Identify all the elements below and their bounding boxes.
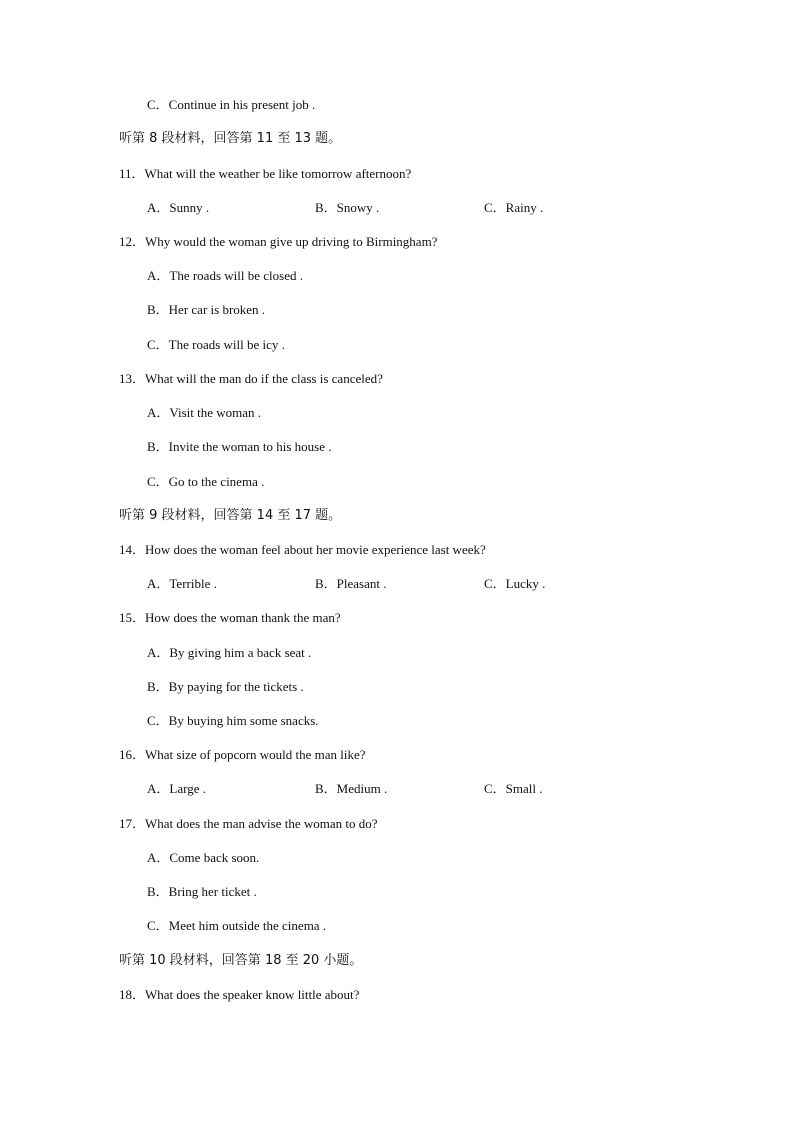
question-18: 18．What does the speaker know little about?: [119, 987, 360, 1002]
option-17c: C．Meet him outside the cinema .: [147, 918, 327, 933]
question-11: 11．What will the weather be like tomorrow afternoon?: [119, 166, 412, 181]
option-13c: C．Go to the cinema .: [147, 474, 265, 489]
option-12a: A．The roads will be closed .: [147, 268, 303, 283]
option-16b: B．Medium .: [315, 781, 388, 796]
option-16c: C．Small .: [484, 781, 543, 796]
options-row-14: [147, 575, 667, 593]
option-14b: B．Pleasant .: [315, 576, 387, 591]
option-17a: A．Come back soon.: [147, 850, 260, 865]
option-14a: A．Terrible .: [147, 576, 217, 591]
option-10c: C．Continue in his present job .: [147, 97, 316, 112]
option-14c: C．Lucky .: [484, 576, 546, 591]
question-13: 13．What will the man do if the class is canceled?: [119, 371, 383, 386]
section-heading-8: 听第 8 段材料，回答第 11 至 13 题。: [119, 131, 342, 146]
option-15a: A．By giving him a back seat .: [147, 645, 312, 660]
option-11b: B．Snowy .: [315, 200, 380, 215]
option-16a: A．Large .: [147, 781, 206, 796]
option-11a: A．Sunny .: [147, 200, 210, 215]
options-row-16: [147, 780, 667, 798]
section-heading-9: 听第 9 段材料，回答第 14 至 17 题。: [119, 508, 342, 523]
option-11c: C．Rainy .: [484, 200, 544, 215]
question-17: 17．What does the man advise the woman to do?: [119, 816, 378, 831]
question-14: 14．How does the woman feel about her movie experience last week?: [119, 542, 486, 557]
section-heading-10: 听第 10 段材料，回答第 18 至 20 小题。: [119, 953, 363, 968]
options-row-11: [147, 199, 667, 217]
option-15c: C．By buying him some snacks.: [147, 713, 319, 728]
question-12: 12．Why would the woman give up driving to Birmingham?: [119, 234, 438, 249]
option-13a: A．Visit the woman .: [147, 405, 262, 420]
question-15: 15．How does the woman thank the man?: [119, 610, 341, 625]
question-16: 16．What size of popcorn would the man like?: [119, 747, 366, 762]
option-15b: B．By paying for the tickets .: [147, 679, 304, 694]
option-17b: B．Bring her ticket .: [147, 884, 257, 899]
option-13b: B．Invite the woman to his house .: [147, 439, 332, 454]
option-12c: C．The roads will be icy .: [147, 337, 285, 352]
option-12b: B．Her car is broken .: [147, 302, 266, 317]
